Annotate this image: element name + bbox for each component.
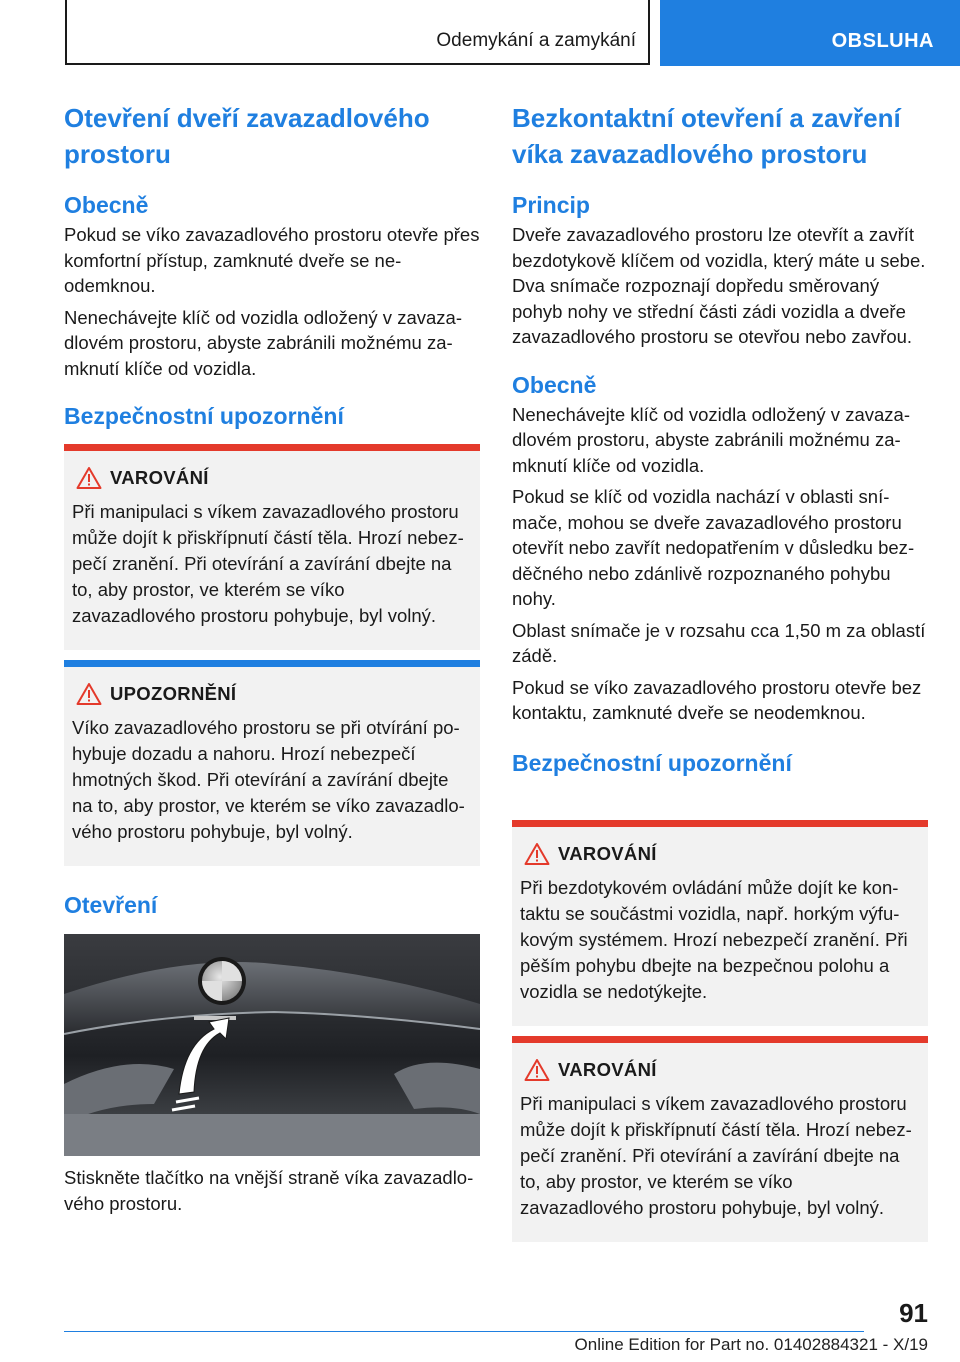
right-general-p3: Oblast snímače je v rozsahu cca 1,50 m za oblastí zádě. <box>512 619 926 666</box>
right-safety-heading: Bezpečnostní upozornění <box>512 749 792 776</box>
header-rule <box>65 63 650 65</box>
warning-text: Při manipulaci s víkem zavazadlového prostoru může dojít k přiskřípnutí částí těla. Hrozí nebezpečí zranění. Při otevírání a zavírání dbejte na to, aby prostor, ve kterém se víko zavazadlového prostoru pohybuje, byl volný. <box>72 501 464 626</box>
page-number: 91 <box>899 1298 928 1328</box>
left-title: Otevření dveří zavazadlového prostoru <box>64 103 430 169</box>
notice-box <box>64 660 480 866</box>
right-general-heading: Obecně <box>512 371 597 398</box>
section-tab <box>660 0 960 66</box>
notice-title: UPOZORNĚNÍ <box>110 683 237 704</box>
warning-box <box>512 1036 928 1242</box>
right-column <box>512 100 928 778</box>
warning-triangle-icon <box>76 682 102 706</box>
right-general-p4: Pokud se víko zavazadlového prostoru otevře bez kontaktu, zamknuté dveře se neodemknou. <box>512 676 922 723</box>
trunk-button-photo <box>64 934 480 1156</box>
warning-text: Při bezdotykovém ovládání může dojít ke kontaktu se součástmi vozidla, např. horkým výfukovým systémem. Hrozí nebezpečí zranění. Při pěším pohybu dbejte na bezpečnou polohu a vozidla se nedotýkejte. <box>520 877 908 1002</box>
right-general-p2: Pokud se klíč od vozidla nachází v oblasti snímače, mohou se dveře zavazadlového prostoru otevřít nebo zavřít nedopatřením v důsledku bezděčného nebo zdánlivě rozpoznaného pohybu nohy. <box>512 486 915 609</box>
warning-triangle-icon <box>524 1058 550 1082</box>
footer-edition: Online Edition for Part no. 01402884321 - X/19 <box>574 1335 928 1354</box>
right-general-p1: Nenechávejte klíč od vozidla odložený v zavazadlovém prostoru, abyste zabránili možnému zamknutí klíče od vozidla. <box>512 403 910 476</box>
warning-triangle-icon <box>524 842 550 866</box>
left-safety-heading: Bezpečnostní upozornění <box>64 403 344 429</box>
left-general-p1: Pokud se víko zavazadlového prostoru otevře přes komfortní přístup, zamknuté dveře se neodemknou. <box>64 224 480 296</box>
left-column <box>64 100 480 431</box>
warning-title: VAROVÁNÍ <box>558 1059 657 1080</box>
open-heading: Otevření <box>64 892 158 918</box>
warning-title: VAROVÁNÍ <box>110 467 209 488</box>
notice-bar <box>64 660 480 667</box>
warning-bar <box>512 1036 928 1043</box>
left-general-p2: Nenechávejte klíč od vozidla odložený v zavazadlovém prostoru, abyste zabránili možnému zamknutí klíče od vozidla. <box>64 306 462 379</box>
section-label: OBSLUHA <box>831 30 934 52</box>
chapter-title: Odemykání a zamykání <box>436 30 636 51</box>
notice-text: Víko zavazadlového prostoru se při otvírání pohybuje dozadu a nahoru. Hrozí nebezpečí hmotných škod. Při otevírání a zavírání dbejte na to, aby prostor, ve kterém se víko zavazadlového prostoru pohybuje, byl volný. <box>72 717 465 842</box>
warning-box <box>512 820 928 1026</box>
right-principle-p: Dveře zavazadlového prostoru lze otevřít a zavřít bezdotykově klíčem od vozidla, který máte u sebe. Dva snímače rozpoznají dopředu směrovaný pohyb nohy ve střední části zádi vozidla a dveře zavazadlového prostoru se otevřou nebo zavřou. <box>512 224 926 347</box>
warning-bar <box>64 444 480 451</box>
left-general-heading: Obecně <box>64 192 149 218</box>
footer-rule <box>64 1331 864 1332</box>
warning-box <box>64 444 480 650</box>
header-divider-left <box>65 0 67 64</box>
warning-triangle-icon <box>76 466 102 490</box>
warning-text: Při manipulaci s víkem zavazadlového prostoru může dojít k přiskřípnutí částí těla. Hrozí nebezpečí zranění. Při otevírání a zavírání dbejte na to, aby prostor, ve kterém se víko zavazadlového prostoru pohybuje, byl volný. <box>520 1093 912 1218</box>
photo-caption: Stiskněte tlačítko na vnější straně víka zavazadlového prostoru. <box>64 1167 474 1214</box>
warning-title: VAROVÁNÍ <box>558 843 657 864</box>
warning-bar <box>512 820 928 827</box>
header-divider-mid <box>648 0 650 64</box>
right-title: Bezkontaktní otevření a zavření víka zavazadlového prostoru <box>512 103 901 169</box>
right-principle-heading: Princip <box>512 192 590 218</box>
